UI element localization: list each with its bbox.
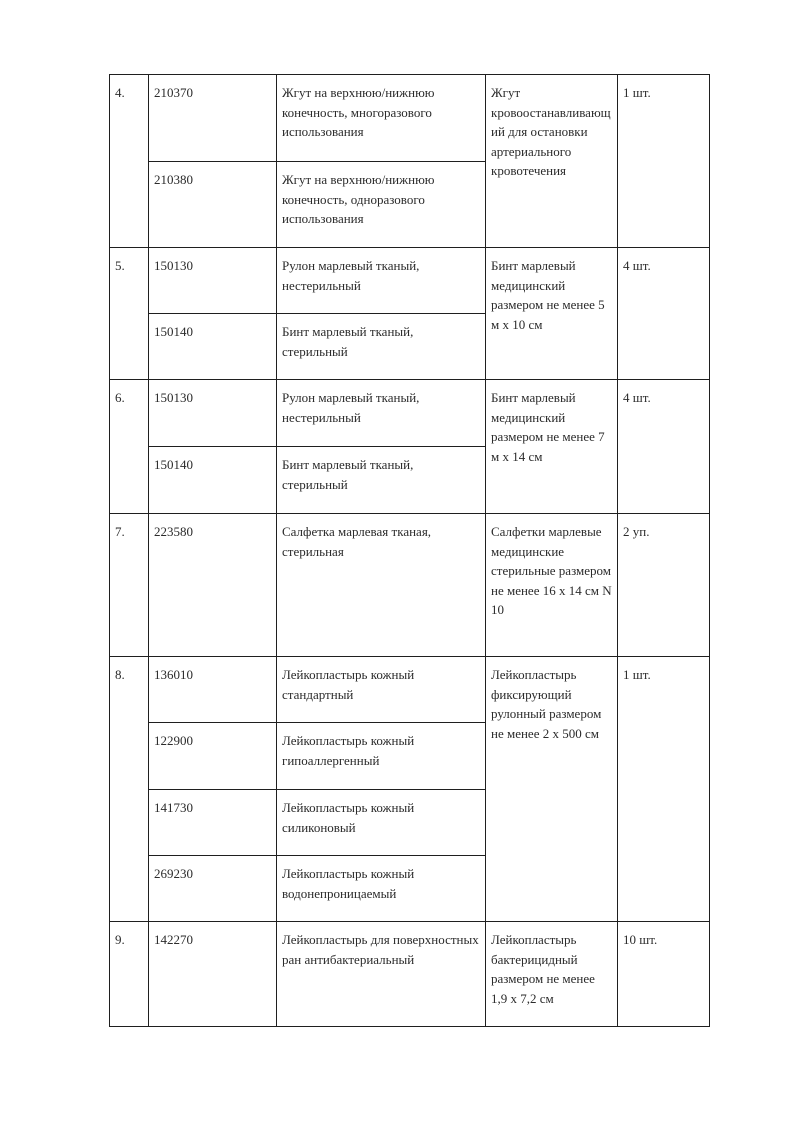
item-quantity: 4 шт. [618,380,710,514]
item-quantity: 10 шт. [618,922,710,1027]
item-code: 269230 [149,856,277,922]
item-quantity: 2 уп. [618,514,710,657]
item-description: Лейкопластырь бактерицидный размером не менее 1,9 х 7,2 см [486,922,618,1027]
item-description: Жгут кровоостанавливающий для остановки артериального кровотечения [486,75,618,248]
item-code: 142270 [149,922,277,1027]
item-name: Бинт марлевый тканый, стерильный [277,447,486,514]
item-code: 122900 [149,723,277,790]
item-name: Бинт марлевый тканый, стерильный [277,314,486,380]
item-code: 150140 [149,447,277,514]
item-code: 150140 [149,314,277,380]
item-number: 7. [110,514,149,657]
item-code: 136010 [149,657,277,723]
table-row [110,657,710,723]
item-name: Лейкопластырь для поверхностных ран антибактериальный [277,922,486,1027]
item-name: Жгут на верхнюю/нижнюю конечность, многоразового использования [277,75,486,162]
item-code: 210380 [149,162,277,248]
item-quantity: 1 шт. [618,657,710,922]
item-code: 150130 [149,380,277,447]
item-number: 4. [110,75,149,248]
item-number: 5. [110,248,149,380]
item-name: Лейкопластырь кожный стандартный [277,657,486,723]
item-description: Лейкопластырь фиксирующий рулонный размером не менее 2 х 500 см [486,657,618,922]
item-name: Жгут на верхнюю/нижнюю конечность, одноразового использования [277,162,486,248]
item-quantity: 4 шт. [618,248,710,380]
table-row [110,922,710,1027]
item-description: Салфетки марлевые медицинские стерильные размером не менее 16 х 14 см N 10 [486,514,618,657]
item-description: Бинт марлевый медицинский размером не менее 7 м х 14 см [486,380,618,514]
item-code: 210370 [149,75,277,162]
medical-kit-table [109,74,710,1027]
item-name: Лейкопластырь кожный водонепроницаемый [277,856,486,922]
item-code: 223580 [149,514,277,657]
item-code: 141730 [149,790,277,856]
item-quantity: 1 шт. [618,75,710,248]
item-name: Лейкопластырь кожный силиконовый [277,790,486,856]
item-number: 8. [110,657,149,922]
item-name: Салфетка марлевая тканая, стерильная [277,514,486,657]
table-row [110,248,710,314]
item-number: 6. [110,380,149,514]
table-row [110,380,710,447]
table-row [110,75,710,162]
item-name: Рулон марлевый тканый, нестерильный [277,248,486,314]
item-name: Лейкопластырь кожный гипоаллергенный [277,723,486,790]
item-number: 9. [110,922,149,1027]
item-name: Рулон марлевый тканый, нестерильный [277,380,486,447]
item-code: 150130 [149,248,277,314]
table-row [110,514,710,657]
item-description: Бинт марлевый медицинский размером не менее 5 м х 10 см [486,248,618,380]
